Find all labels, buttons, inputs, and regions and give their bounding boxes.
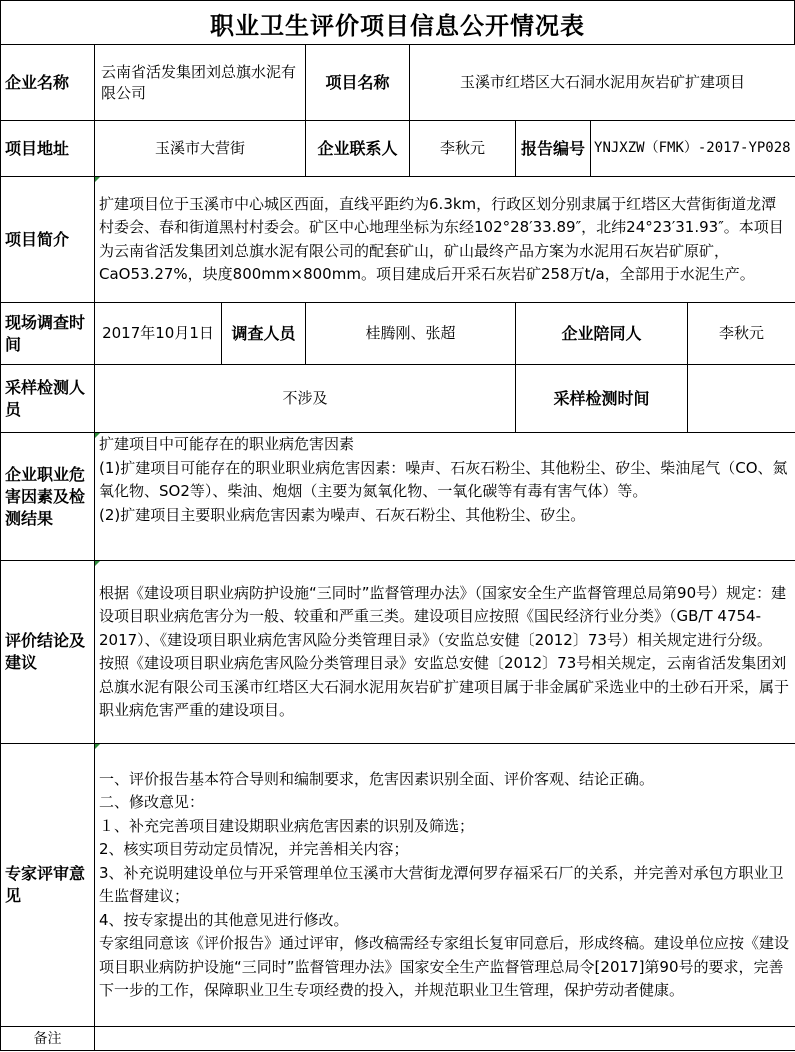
value-expert-review <box>95 744 795 1027</box>
expert-paragraph: １、补充完善项目建设期职业病危害因素的识别及筛选； <box>99 816 475 835</box>
info-table <box>0 44 795 1051</box>
label-project-intro: 项目简介 <box>1 177 95 303</box>
expert-paragraph: 2、核实项目劳动定员情况，并完善相关内容； <box>99 840 409 858</box>
value-conclusion <box>95 561 795 744</box>
value-project-address: 玉溪市大营街 <box>95 121 306 177</box>
hazard-paragraph: (2)扩建项目主要职业病危害因素为噪声、石灰石粉尘、其他粉尘、矽尘。 <box>99 505 586 524</box>
row-survey <box>1 303 795 365</box>
row-intro <box>1 177 795 303</box>
value-hazard-results <box>95 433 795 561</box>
value-site-survey-time: 2017年10月1日 <box>95 303 222 365</box>
intro-text: 扩建项目位于玉溪市中心城区西面，直线平距约为6.3km，行政区划分别隶属于红塔区大营街街道龙潭村委会、春和街道黑村村委会。矿区中心地理坐标为东经102°28′33.89″，北纬24°23′31.93″。本项目为云南省活发集团刘总旗水泥有限公司的配套矿山，矿山最终产品方案为水泥用石灰岩矿原矿，CaO53.27%，块度800mm×800mm。项目建成后开采石灰岩矿258万t/a，全部用于水泥生产。 <box>99 194 784 283</box>
row-remarks <box>1 1027 795 1051</box>
value-surveyors: 桂腾刚、张超 <box>306 303 516 365</box>
cell-comment-marker <box>95 744 100 749</box>
label-remarks: 备注 <box>1 1027 95 1051</box>
value-report-number: YNJXZW（FMK）-2017-YP028 <box>591 121 795 177</box>
label-report-number: 报告编号 <box>516 121 591 177</box>
label-conclusion: 评价结论及建议 <box>1 561 95 744</box>
label-surveyors: 调查人员 <box>222 303 306 365</box>
hazard-paragraph: (1)扩建项目可能存在的职业职业病危害因素：噪声、石灰石粉尘、其他粉尘、矽尘、柴油尾气（CO、氮氧化物、SO2等）、柴油、炮烟（主要为氮氧化物、一氧化碳等有毒有害气体）等。 <box>99 458 788 500</box>
hazard-paragraph: 扩建项目中可能存在的职业病危害因素 <box>99 435 355 453</box>
row-conclusion <box>1 561 795 744</box>
expert-paragraph: 一、评价报告基本符合导则和编制要求，危害因素识别全面、评价客观、结论正确。 <box>99 769 655 788</box>
value-sampling-staff: 不涉及 <box>95 365 516 433</box>
row-company <box>1 45 795 121</box>
label-expert-review: 专家评审意见 <box>1 744 95 1027</box>
value-sampling-time <box>688 365 795 433</box>
page-title: 职业卫生评价项目信息公开情况表 <box>0 0 795 45</box>
expert-paragraph: 3、补充说明建设单位与开采管理单位玉溪市大营街龙潭何罗存福采石厂的关系，并完善对承包方职业卫生监督建议； <box>99 863 784 905</box>
value-company-contact: 李秋元 <box>410 121 516 177</box>
expert-paragraph: 专家组同意该《评价报告》通过评审，修改稿需经专家组长复审同意后，形成终稿。建设单位应按《建设项目职业病防护设施“三同时”监督管理办法》国家安全生产监督管理总局令[2017]第90号的要求，完善下一步的工作，保障职业卫生专项经费的投入，并规范职业卫生管理，保护劳动者健康。 <box>99 934 790 999</box>
conclusion-paragraph: 根据《建设项目职业病防护设施“三同时”监督管理办法》（国家安全生产监督管理总局第90号）规定：建设项目职业病危害分为一般、较重和严重三类。建设项目应按照《国民经济行业分类》（GB/T 4754-2017）、《建设项目职业病危害风险分类管理目录》（安监总安健〔2012〕73号）相关规定进行分级。 <box>99 583 787 649</box>
row-expert <box>1 744 795 1027</box>
label-company-name: 企业名称 <box>1 45 95 121</box>
label-project-address: 项目地址 <box>1 121 95 177</box>
label-sampling-staff: 采样检测人员 <box>1 365 95 433</box>
cell-comment-marker <box>95 177 100 182</box>
cell-comment-marker <box>95 433 100 438</box>
value-company-name: 云南省活发集团刘总旗水泥有限公司 <box>95 45 306 121</box>
conclusion-paragraph: 按照《建设项目职业病危害风险分类管理目录》安监总安健〔2012〕73号相关规定，云南省活发集团刘总旗水泥有限公司玉溪市红塔区大石洞水泥用灰岩矿扩建项目属于非金属矿采选业中的土砂石开采，属于职业病危害严重的建设项目。 <box>99 654 790 719</box>
row-sampling <box>1 365 795 433</box>
value-project-intro <box>95 177 795 303</box>
label-company-contact: 企业联系人 <box>306 121 410 177</box>
row-address <box>1 121 795 177</box>
cell-comment-marker <box>95 561 100 566</box>
value-remarks <box>95 1027 795 1051</box>
label-project-name: 项目名称 <box>306 45 410 121</box>
label-company-escort: 企业陪同人 <box>516 303 688 365</box>
expert-paragraph: 二、修改意见： <box>99 793 205 811</box>
value-company-escort: 李秋元 <box>688 303 795 365</box>
label-sampling-time: 采样检测时间 <box>516 365 688 433</box>
label-site-survey-time: 现场调查时间 <box>1 303 95 365</box>
value-project-name: 玉溪市红塔区大石洞水泥用灰岩矿扩建项目 <box>410 45 795 121</box>
expert-paragraph: 4、按专家提出的其他意见进行修改。 <box>99 910 349 929</box>
row-hazards <box>1 433 795 561</box>
label-hazard-results: 企业职业危害因素及检测结果 <box>1 433 95 561</box>
